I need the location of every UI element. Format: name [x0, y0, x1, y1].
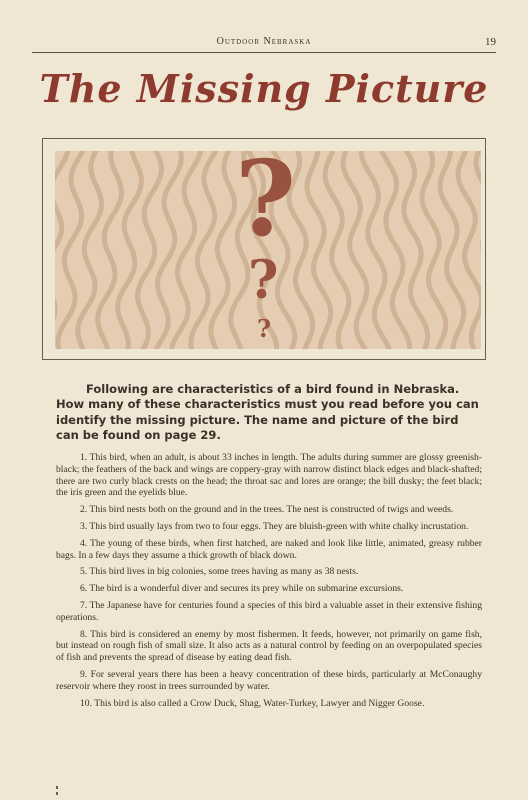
wave-stroke: [171, 151, 201, 349]
list-item: 3. This bird usually lays from two to four eggs. They are bluish-green with white chalky incrustation.: [80, 520, 469, 532]
list-item: 9. For several years there has been a heavy concentration of these birds, particularly at McConaughy reservoir where they roost in trees surrounded by water.: [56, 668, 482, 692]
header-rule: [32, 52, 496, 53]
print-speck: [56, 792, 58, 795]
wave-stroke: [343, 151, 370, 349]
missing-picture: [55, 151, 481, 349]
wave-stroke: [379, 151, 409, 349]
list-item: 6. The bird is a wonderful diver and secures its prey while on submarine excursions.: [80, 583, 404, 595]
page-title: The Missing Picture: [39, 66, 489, 111]
intro-paragraph: Following are characteristics of a bird found in Nebraska. How many of these characteristics must you read before you can identify the missing picture. The name and picture of the bird can be found on page 29.: [56, 382, 479, 442]
magazine-name: Outdoor Nebraska: [216, 36, 312, 47]
running-header: [0, 36, 528, 50]
list-item: 10. This bird is also called a Crow Duck, Shag, Water-Turkey, Lawyer and Nigger Goose.: [80, 697, 425, 709]
list-item: 1. This bird, when an adult, is about 33 inches in length. The adults during summer are glossy greenish-black; the feathers of the back and wings are coppery-gray with narrow distinct black edges and black-shafted; there are two curly black crests on the head; the throat sac and lores are orange; the bill dusky; the feet black; the iris green and the eyelids blue.: [56, 452, 482, 499]
print-speck: [56, 786, 58, 789]
list-item: 4. The young of these birds, when first hatched, are naked and look like little, animated, greasy rubber bags. In a few days they assume a thick growth of black down.: [56, 537, 482, 561]
list-item: 5. This bird lives in big colonies, some trees having as many as 38 nests.: [80, 566, 359, 578]
wave-stroke: [401, 151, 428, 349]
wave-stroke: [361, 151, 391, 349]
characteristics-list: [56, 452, 482, 714]
question-mark-medium: ?: [248, 250, 279, 311]
list-item: 8. This bird is considered an enemy by most fishermen. It feeds, however, not primarily on game fish, but instead on rough fish of small size. It also acts as a natural control by feeding on an overpopulated species of fish and prevents the spread of disease by eating dead fish.: [56, 628, 482, 664]
list-item: 2. This bird nests both on the ground and in the trees. The nest is constructed of twigs and weeds.: [80, 504, 454, 516]
question-mark-small: ?: [257, 314, 272, 343]
page-number: 19: [485, 36, 496, 48]
question-mark-large: ?: [235, 151, 296, 260]
list-item: 7. The Japanese have for centuries found a species of this bird a valuable asset in their extensive fishing operations.: [56, 599, 482, 623]
